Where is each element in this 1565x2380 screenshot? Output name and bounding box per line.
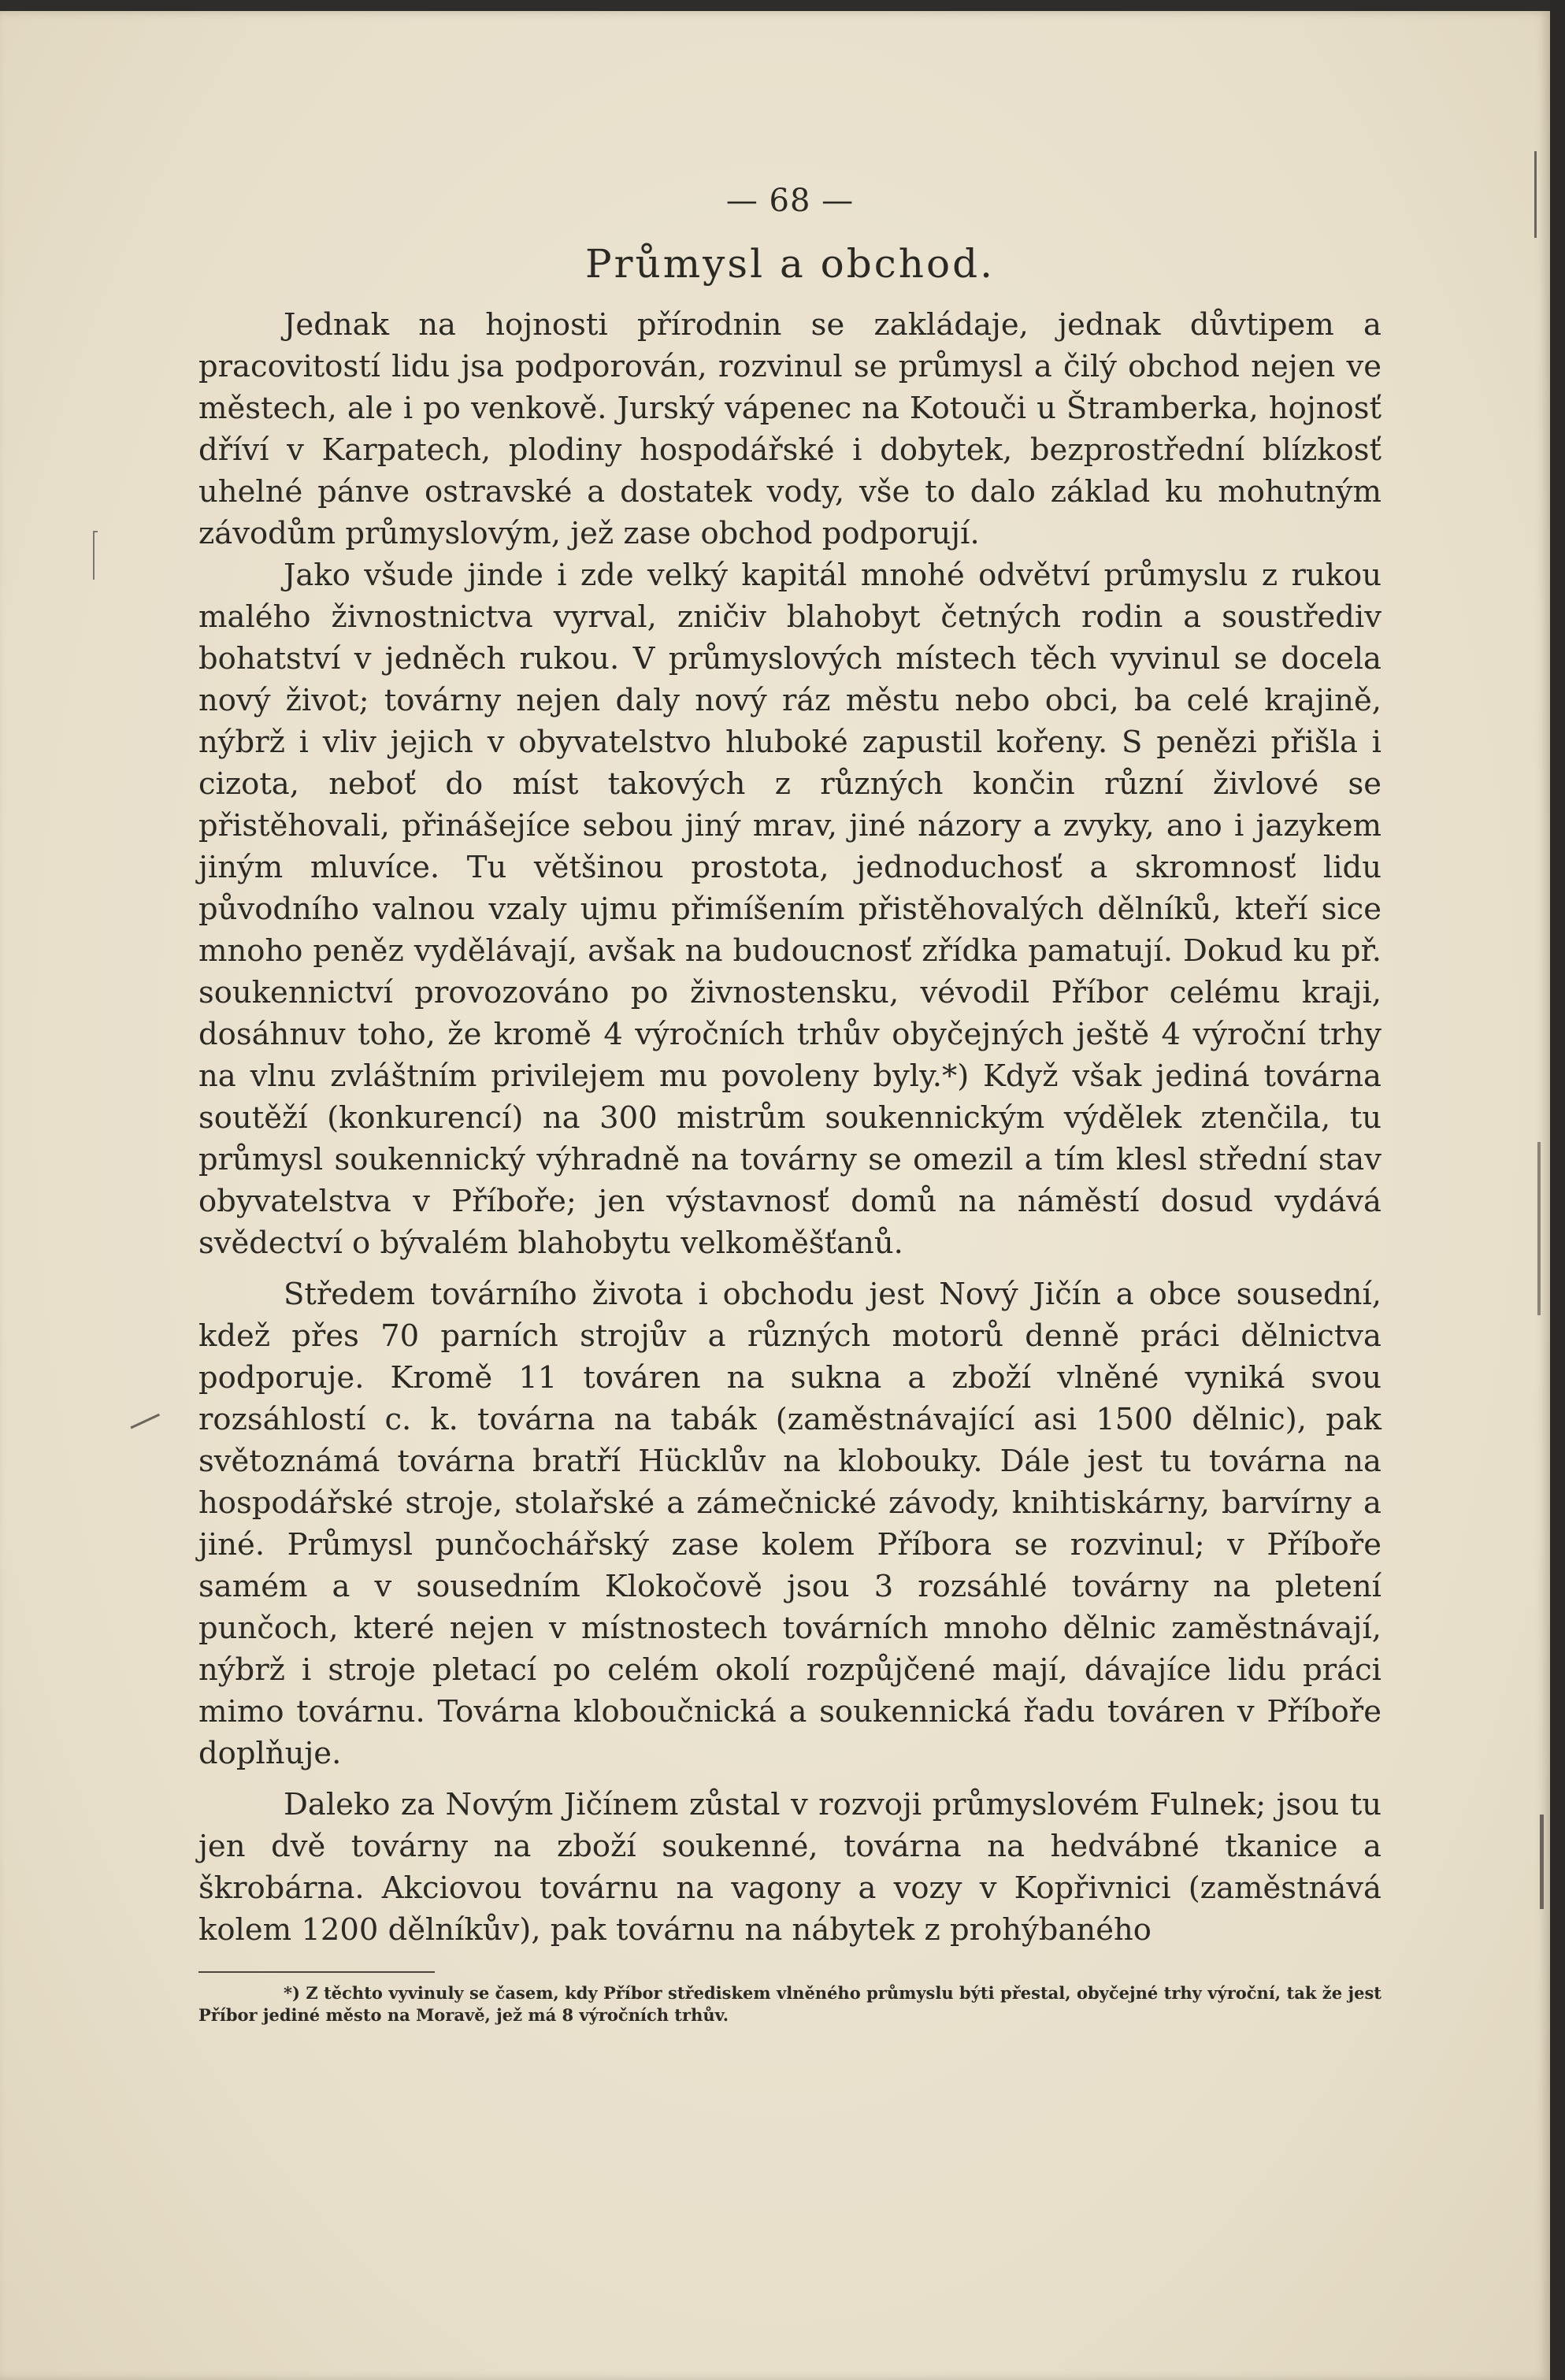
footnote-divider (198, 1971, 435, 1973)
edge-mark (1537, 1142, 1541, 1315)
footnote: *) Z těchto vyvinuly se časem, kdy Příbor střediskem vlněného průmyslu býti přestal, obyčejné trhy výroční, tak že jest Příbor jediné město na Moravě, jež má 8 výročních trhův. (198, 1983, 1381, 2025)
paragraph-1: Jednak na hojnosti přírodnin se zakládaje, jednak důvtipem a pracovitostí lidu jsa podporován, rozvinul se průmysl a čilý obchod nejen ve městech, ale i po venkově. Jurský vápenec na Kotouči u Štramberka, hojnosť dříví v Karpatech, plodiny hospodářské i dobytek, bezprostřední blízkosť uhelné pánve ostravské a dostatek vody, vše to dalo základ ku mohutným závodům průmyslovým, jež zase obchod podporují. (198, 307, 1381, 551)
margin-pencil-mark (93, 531, 98, 580)
page-text-block (198, 183, 1381, 2026)
chapter-title: Průmysl a obchod. (585, 241, 995, 287)
margin-cross-mark (124, 1399, 160, 1429)
page-number: — 68 — (725, 183, 855, 219)
paragraph-2: Jako všude jinde i zde velký kapitál mnohé odvětví průmyslu z rukou malého živnostnictva vyrval, zničiv blahobyt četných rodin a soustřediv bohatství v jedněch rukou. V průmyslových místech těch vyvinul se docela nový život; továrny nejen daly nový ráz městu nebo obci, ba celé krajině, nýbrž i vliv jejich v obyvatelstvo hluboké zapustil kořeny. S penězi přišla i cizota, neboť do míst takových z různých končin různí živlové se přistěhovali, přinášejíce sebou jiný mrav, jiné názory a zvyky, ano i jazykem jiným mluvíce. Tu většinou prostota, jednoduchosť a skromnosť lidu původního valnou vzaly ujmu přimíšením přistěhovalých dělníků, kteří sice mnoho peněz vydělávají, avšak na budoucnosť zřídka pamatují. Dokud ku př. soukennictví provozováno po živnostensku, vévodil Příbor celému kraji, dosáhnuv toho, že kromě 4 výročních trhův obyčejných ještě 4 výroční trhy na vlnu zvláštním privilejem mu povoleny byly.*) Když však jediná továrna soutěží (konkurencí) na 300 mistrům soukennickým výdělek ztenčila, tu průmysl soukennický výhradně na továrny se omezil a tím klesl střední stav obyvatelstva v Příboře; jen výstavnosť domů na náměstí dosud vydává svědectví o bývalém blahobytu velkoměšťanů. (198, 558, 1381, 1261)
paragraph-3: Středem továrního života i obchodu jest Nový Jičín a obce sousední, kdež přes 70 parních strojův a různých motorů denně práci dělnictva podporuje. Kromě 11 továren na sukna a zboží vlněné vyniká svou rozsáhlostí c. k. továrna na tabák (zaměstnávající asi 1500 dělnic), pak světoznámá továrna bratří Hücklův na klobouky. Dále jest tu továrna na hospodářské stroje, stolařské a zámečnické závody, knihtiskárny, barvírny a jiné. Průmysl punčochářský zase kolem Příbora se rozvinul; v Příboře samém a v sousedním Klokočově jsou 3 rozsáhlé továrny na pletení punčoch, které nejen v místnostech továrních mnoho dělnic zaměstnávají, nýbrž i stroje pletací po celém okolí rozpůjčené mají, dávajíce lidu práci mimo továrnu. Továrna kloboučnická a soukennická řadu továren v Příboře doplňuje. (198, 1277, 1381, 1771)
paragraph-4: Daleko za Novým Jičínem zůstal v rozvoji průmyslovém Fulnek; jsou tu jen dvě továrny na zboží soukenné, továrna na hedvábné tkanice a škrobárna. Akciovou továrnu na vagony a vozy v Kopřivnici (zaměstnává kolem 1200 dělníkův), pak továrnu na nábytek z prohýbaného (198, 1787, 1381, 1948)
edge-mark (1534, 151, 1537, 238)
page-edge-shadow (1550, 0, 1565, 2380)
book-page (0, 11, 1550, 2380)
edge-mark (1540, 1815, 1544, 1909)
